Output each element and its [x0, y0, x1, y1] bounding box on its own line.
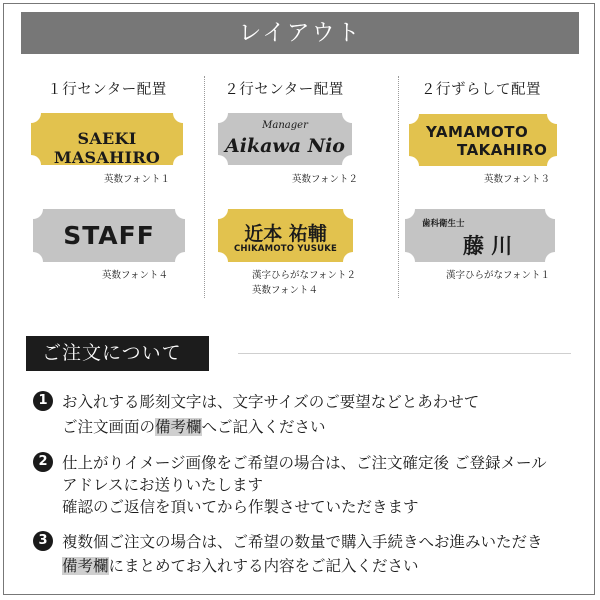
note-number-badge: 3 — [33, 531, 53, 551]
column-title-offset-2line: ２行ずらして配置 — [421, 82, 541, 98]
plate-caption: 英数フォント２ — [292, 174, 359, 185]
plate-caption: 英数フォント１ — [104, 174, 171, 185]
note-text: にまとめてお入れする内容をご記入ください — [108, 557, 419, 575]
note-3-line-1: 複数個ご注文の場合は、ご希望の数量で購入手続きへお進みいただき — [62, 533, 543, 551]
note-2-line-1: 仕上がりイメージ画像をご希望の場合は、ご注文確定後 ご登録メール — [62, 454, 547, 472]
plate-caption: 英数フォント４ — [102, 270, 169, 281]
plate-caption: 漢字ひらがなフォント２ — [252, 270, 357, 281]
plate-sample-chikamoto — [218, 209, 353, 262]
note-1-line-2 — [62, 415, 326, 437]
section-heading-box — [26, 336, 209, 371]
plate-text: Aikawa Nio — [225, 135, 345, 157]
plate-sample-aikawa — [218, 113, 352, 165]
remarks-field-highlight: 備考欄 — [62, 557, 109, 575]
column-title-center-1line: １行センター配置 — [47, 82, 167, 98]
note-number-badge: 2 — [33, 452, 53, 472]
note-text: ご注文画面の — [62, 418, 156, 436]
plate-text-small: 歯科衛生士 — [422, 219, 465, 229]
plate-caption: 英数フォント４ — [252, 285, 319, 296]
plate-text-line2: TAKAHIRO — [457, 141, 548, 159]
column-title-center-2line: ２行センター配置 — [224, 82, 344, 98]
note-2-line-2: アドレスにお送りいたします — [62, 476, 264, 494]
plate-caption: 漢字ひらがなフォント１ — [446, 270, 551, 281]
plate-text: SAEKI MASAHIRO — [53, 129, 161, 167]
plate-sample-fujikawa — [405, 209, 555, 262]
plate-text: 近本 祐輔 — [244, 223, 327, 245]
plate-text: 藤 川 — [463, 233, 513, 258]
note-text: へご記入ください — [201, 418, 326, 436]
note-2-line-3: 確認のご返信を頂いてから作製させていただきます — [62, 498, 419, 516]
section-title: ご注文について — [42, 342, 182, 364]
section-divider — [238, 353, 571, 354]
page-title: レイアウト — [238, 20, 362, 46]
plate-sample-yamamoto — [409, 114, 557, 166]
column-divider — [204, 76, 205, 298]
column-divider — [398, 76, 399, 298]
plate-caption: 英数フォント３ — [484, 174, 551, 185]
plate-sample-saeki — [31, 113, 183, 165]
plate-sample-staff — [33, 209, 185, 262]
plate-text-line1: YAMAMOTO — [426, 123, 529, 141]
note-number-badge: 1 — [33, 391, 53, 411]
plate-text-small: CHIKAMOTO YUSUKE — [233, 244, 338, 254]
plate-text-small: Manager — [262, 120, 308, 131]
header-bar — [21, 12, 579, 54]
remarks-field-highlight: 備考欄 — [155, 418, 202, 436]
note-3-line-2 — [62, 554, 419, 576]
plate-text: STAFF — [63, 221, 155, 250]
note-1-line-1: お入れする彫刻文字は、文字サイズのご要望などとあわせて — [62, 393, 480, 411]
